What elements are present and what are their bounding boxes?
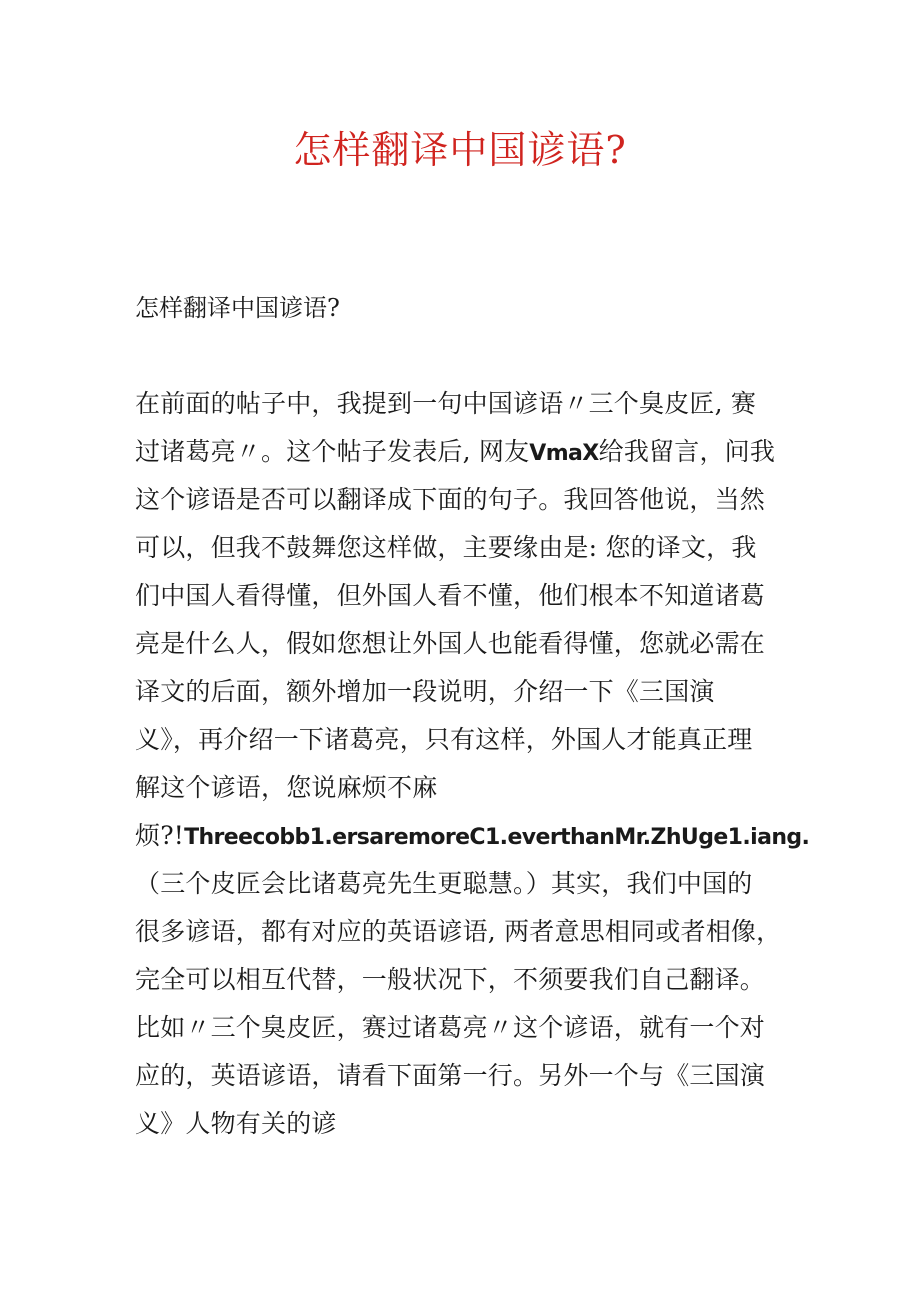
latin-text: Threecobb1.ersaremoreC1.everthanMr.ZhUge1.iang.: [184, 825, 810, 850]
body-line: [135, 908, 795, 956]
text-segment: 义》，再介绍一下诸葛亮，只有这样，外国人才能真正理: [135, 725, 753, 754]
document-subtitle: 怎样翻译中国谚语?: [135, 294, 340, 322]
body-text: [135, 380, 810, 1148]
text-segment: 过诸葛亮〃。这个帖子发表后, 网友: [135, 437, 530, 466]
text-segment: （三个皮匠会比诸葛亮先生更聪慧。）其实，我们中国的: [135, 869, 753, 898]
body-line: [135, 476, 795, 524]
body-line: [135, 812, 810, 860]
body-line: [135, 380, 795, 428]
text-segment: 解这个谚语，您说麻烦不麻: [135, 773, 438, 802]
text-segment: 译文的后面，额外增加一段说明，介绍一下《三国演: [135, 677, 715, 706]
body-line: [135, 524, 795, 572]
text-segment: 完全可以相互代替，一般状况下，不须要我们自己翻译。: [135, 965, 766, 994]
text-segment: 很多谚语，都有对应的英语谚语, 两者意思相同或者相像，: [135, 917, 782, 946]
body-line: [135, 956, 795, 1004]
document-title: 怎样翻译中国谚语?: [293, 128, 627, 172]
body-line: [135, 716, 795, 764]
body-line: [135, 572, 795, 620]
body-line: [135, 764, 795, 812]
text-segment: 给我留言，问我: [598, 437, 776, 466]
body-line: [135, 428, 795, 476]
body-line: [135, 1004, 795, 1052]
text-segment: 在前面的帖子中，我提到一句中国谚语〃三个臭皮匠, 赛: [135, 389, 757, 418]
body-line: [135, 1052, 795, 1100]
text-segment: 可以，但我不鼓舞您这样做，主要缘由是: 您的译文，我: [135, 533, 757, 562]
body-line: [135, 620, 795, 668]
text-segment: 应的，英语谚语，请看下面第一行。另外一个与《三国演: [135, 1061, 766, 1090]
body-line: [135, 860, 795, 908]
text-segment: 这个谚语是否可以翻译成下面的句子。我回答他说，当然: [135, 485, 766, 514]
text-segment: 们中国人看得懂，但外国人看不懂，他们根本不知道诸葛: [135, 581, 766, 610]
latin-text: VmaX: [529, 441, 599, 466]
text-segment: 义》人物有关的谚: [135, 1109, 337, 1138]
text-segment: 比如〃三个臭皮匠，赛过诸葛亮〃这个谚语，就有一个对: [135, 1013, 766, 1042]
text-segment: 亮是什么人，假如您想让外国人也能看得懂，您就必需在: [135, 629, 766, 658]
body-line: [135, 668, 795, 716]
body-line: [135, 1100, 795, 1148]
text-segment: 烦?!: [135, 821, 185, 850]
